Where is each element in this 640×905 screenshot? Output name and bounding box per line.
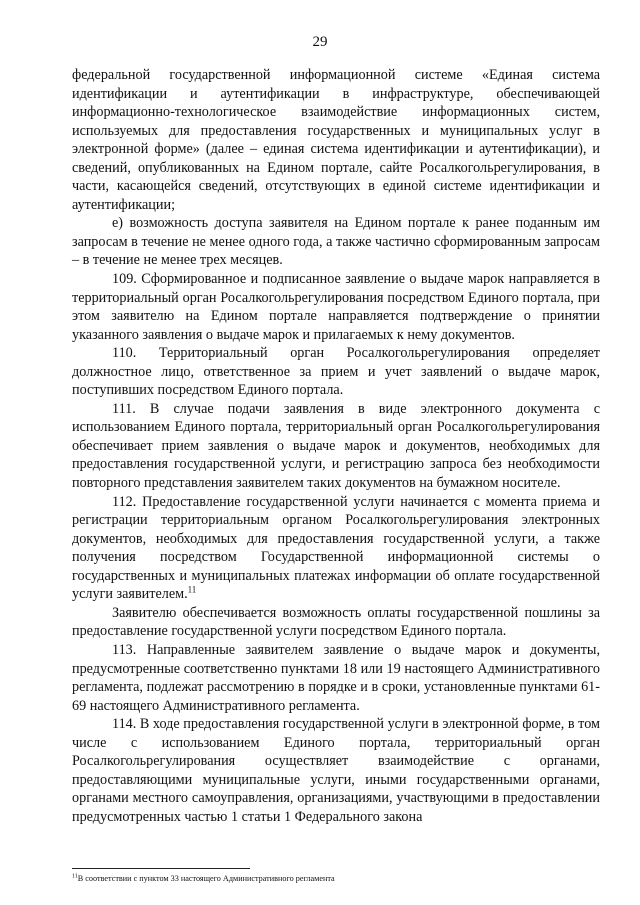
footnote-marker: 11 [72,873,78,880]
footnote-reference: 11 [187,584,197,595]
paragraph-111: 111. В случае подачи заявления в виде электронного документа с использованием Единого портала, территориальный орган Росалкогольрегулирования обеспечивает прием заявления о выдаче марок и документов, необходимых для предоставления государственной услуги, и регистрацию запроса без необходимости повторного представления заявителем таких документов на бумажном носителе. [72,400,600,492]
paragraph-109: 109. Сформированное и подписанное заявление о выдаче марок направляется в территориальный орган Росалкогольрегулирования посредством Единого портала, при этом заявителю на Едином портале направляется подтверждение о принятии указанного заявления о выдаче марок и прилагаемых к нему документов. [72,271,600,343]
paragraph-112 [72,493,600,604]
page-number: 29 [312,34,328,50]
paragraph-110: 110. Территориальный орган Росалкогольрегулирования определяет должностное лицо, ответственное за прием и учет заявлений о выдаче марок, поступивших посредством Единого портала. [72,345,600,399]
paragraph-item-e: е) возможность доступа заявителя на Едином портале к ранее поданным им запросам в течение не менее одного года, а также частично сформированным запросам – в течение не менее трех месяцев. [72,215,600,269]
document-body [72,66,600,826]
footnote-text: В соответствии с пунктом 33 настоящего Административного регламента [77,874,335,883]
paragraph-113: 113. Направленные заявителем заявление о выдаче марок и документы, предусмотренные соответственно пунктами 18 или 19 настоящего Административного регламента, подлежат рассмотрению в порядке и в сроки, установленные пунктами 61-69 настоящего Административного регламента. [72,641,600,714]
footnote [72,873,600,884]
footnote-divider [72,868,250,869]
paragraph-112-text: 112. Предоставление государственной услуги начинается с момента приема и регистрации территориальным органом Росалкогольрегулирования электронных документов, необходимых для предоставления государственной услуги, а также получения посредством Государственной информационной системы о государственных и муниципальных платежах информации об оплате государственной услуги заявителем. [72,493,600,603]
paragraph-114: 114. В ходе предоставления государственной услуги в электронной форме, в том числе с использованием Единого портала, территориальный орган Росалкогольрегулирования осуществляет взаимодействие с органами, предоставляющими муниципальные услуги, иными государственными органами, органами местного самоуправления, организациями, участвующими в предоставлении предусмотренных частью 1 статьи 1 Федерального закона [72,716,600,825]
paragraph-payment: Заявителю обеспечивается возможность оплаты государственной пошлины за предоставление государственной услуги посредством Единого портала. [72,604,600,640]
paragraph-continuation: федеральной государственной информационной системе «Единая система идентификации и аутентификации в инфраструктуре, обеспечивающей информационно-технологическое взаимодействие информационных систем, используемых для предоставления государственных и муниципальных услуг в электронной форме» (далее – единая система идентификации и аутентификации), и сведений, опубликованных на Едином портале, сайте Росалкогольрегулирования, в части, касающейся сведений, отсутствующих в единой системе идентификации и аутентификации; [72,67,600,213]
